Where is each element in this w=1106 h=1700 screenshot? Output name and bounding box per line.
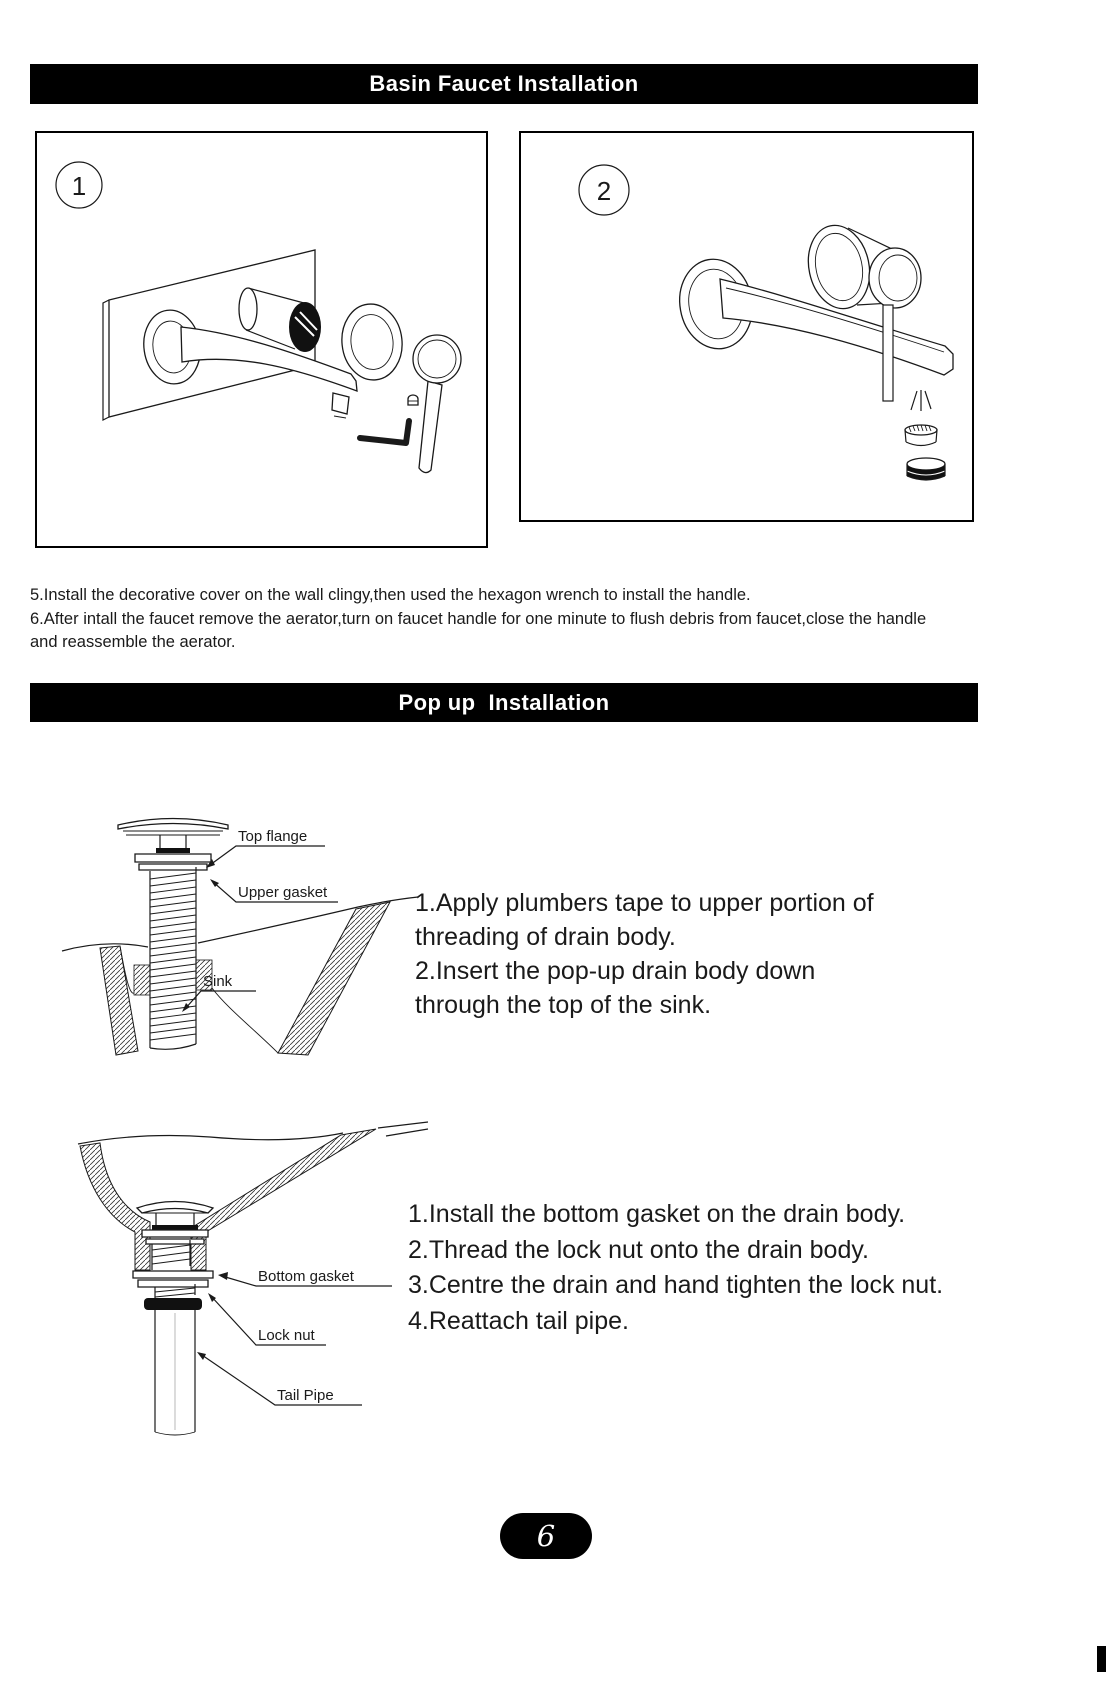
step-line: 4.Reattach tail pipe. [408,1306,629,1335]
svg-text:Tail Pipe: Tail Pipe [277,1387,334,1404]
bottom-gasket [133,1271,213,1287]
figure-box-2 [519,131,974,522]
basin-faucet-section-header [30,64,978,104]
step-line: 3.Centre the drain and hand tighten the lock nut. [408,1271,944,1299]
label-tail-pipe [197,1352,362,1405]
faucet-instruction-text [30,584,1080,655]
popup-top-steps [415,886,980,1022]
step-line: 2.Thread the lock nut onto the drain body. [408,1235,869,1264]
faucet-exploded-diagram [37,133,486,546]
basin-faucet-section-title: Basin Faucet Installation [369,71,639,96]
drain-body [118,819,228,1050]
aerator-ring [907,458,945,480]
step-line: through the top of the sink. [415,991,712,1019]
step-line: 1.Apply plumbers tape to upper portion of [415,889,874,917]
popup-bottom-steps [408,1197,1038,1339]
label-upper-gasket [210,879,338,902]
page-number: 6 [536,1519,556,1553]
label-lock-nut [208,1293,326,1345]
label-bottom-gasket [218,1268,392,1286]
svg-text:Sink: Sink [203,973,233,990]
faucet-handle [413,335,461,473]
hex-wrench [360,421,409,443]
aerator-insert [905,425,937,446]
step-line: 2.Insert the pop-up drain body down [415,957,816,985]
popup-drain-bottom-diagram [60,1080,430,1460]
sink-cross-section [78,1122,428,1270]
step-line: threading of drain body. [415,923,676,951]
instruction-line: and reassemble the aerator. [30,633,236,651]
sink-cross-section [62,897,418,1055]
drain-installed-svg [60,1080,430,1460]
handle-escutcheon [801,220,877,315]
tail-pipe [155,1310,195,1435]
figure-1-number: 1 [71,171,87,201]
svg-text:Lock nut: Lock nut [258,1327,315,1344]
set-screw [408,395,418,405]
popup-drain-top-diagram [60,755,420,1060]
label-top-flange [206,828,325,868]
drain-into-sink-svg [60,755,420,1060]
figure-2-number: 2 [596,176,612,206]
popup-section-title: Pop up Installation [398,689,610,715]
lock-nut [144,1284,202,1310]
spray-lines [911,390,931,411]
svg-text:Bottom gasket: Bottom gasket [258,1268,354,1285]
faucet-assembled-diagram [521,133,972,520]
figure-box-1 [35,131,488,548]
step-line: 1.Install the bottom gasket on the drain body. [408,1200,906,1228]
trim-ring [338,301,406,383]
svg-text:Top flange: Top flange [238,828,308,845]
scan-artifact-mark [1097,1646,1106,1672]
instruction-line: 5.Install the decorative cover on the wall clingy,then used the hexagon wrench to install the handle. [30,586,751,604]
instruction-line: 6.After intall the faucet remove the aerator,turn on faucet handle for one minute to flush debris from faucet,close the handle [30,609,927,628]
svg-text:Upper gasket: Upper gasket [238,884,328,901]
hex-wrench [883,305,893,401]
page-number-badge [500,1513,592,1559]
popup-section-header [30,683,978,722]
